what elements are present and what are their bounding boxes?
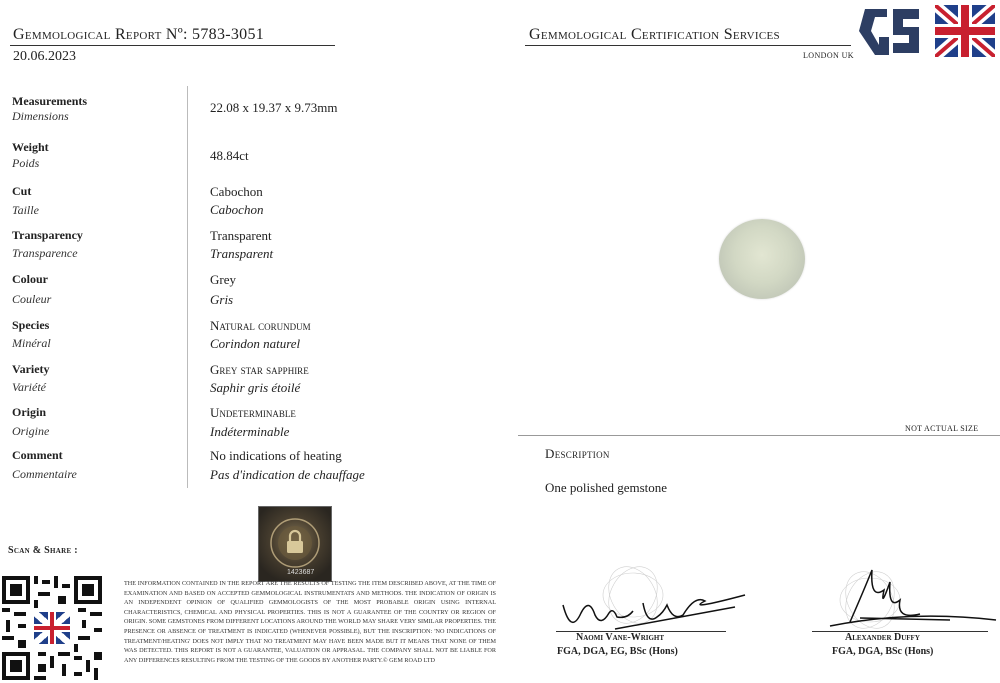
label-origin: Origin xyxy=(12,405,47,419)
header-rule xyxy=(10,45,335,46)
scan-share-label: Scan & Share : xyxy=(8,545,78,556)
label-comment: Comment xyxy=(12,448,63,462)
value-fr-comment: Pas d'indication de chauffage xyxy=(210,467,365,482)
gcs-logo-icon xyxy=(857,3,997,61)
report-title: Gemmological Report Nº: 5783-3051 xyxy=(13,26,265,43)
value-fr-colour: Gris xyxy=(210,292,234,307)
signatory-quals-2: FGA, DGA, BSc (Hons) xyxy=(832,646,934,657)
label-weight: Weight xyxy=(12,140,49,154)
signature-naomi-vane-wright xyxy=(555,555,755,640)
service-title: Gemmological Certification Services xyxy=(529,26,780,43)
signature-alexander-duffy xyxy=(800,560,998,640)
report-date: 20.06.2023 xyxy=(13,49,76,64)
label-measurements: Measurements xyxy=(12,94,88,108)
label-fr-weight: Poids xyxy=(12,156,40,170)
qr-code-icon[interactable] xyxy=(2,576,102,680)
value-measurements: 22.08 x 19.37 x 9.73mm xyxy=(210,100,338,115)
signatory-name-1: Naomi Vane-Wright xyxy=(576,632,665,643)
value-fr-variety: Saphir gris étoilé xyxy=(210,380,301,395)
value-origin: Undeterminable xyxy=(210,405,296,420)
label-fr-comment: Commentaire xyxy=(12,467,77,481)
label-fr-colour: Couleur xyxy=(12,292,52,306)
description-value: One polished gemstone xyxy=(545,480,668,495)
signatory-name-2: Alexander Duffy xyxy=(845,632,920,643)
seal-number: 1423687 xyxy=(287,569,315,576)
value-species: Natural corundum xyxy=(210,318,311,333)
description-title: Description xyxy=(545,446,610,461)
service-rule xyxy=(525,45,851,46)
value-transparency: Transparent xyxy=(210,228,272,243)
label-cut: Cut xyxy=(12,184,32,198)
not-actual-size-note: NOT ACTUAL SIZE xyxy=(905,424,979,433)
gemstone-image xyxy=(719,219,805,299)
description-rule xyxy=(518,435,1000,436)
value-fr-species: Corindon naturel xyxy=(210,336,301,351)
column-divider xyxy=(187,86,188,488)
label-fr-cut: Taille xyxy=(12,203,39,217)
label-fr-species: Minéral xyxy=(12,336,51,350)
value-weight: 48.84ct xyxy=(210,148,249,163)
service-location: LONDON UK xyxy=(803,51,854,60)
label-transparency: Transparency xyxy=(12,228,83,242)
label-fr-origin: Origine xyxy=(12,424,50,438)
label-colour: Colour xyxy=(12,272,48,286)
value-cut: Cabochon xyxy=(210,184,263,199)
label-variety: Variety xyxy=(12,362,50,376)
disclaimer-text: THE INFORMATION CONTAINED IN THE REPORT ARE THE RESULTS OF TESTING THE ITEM DESCRIBED ABOVE, AT THE TIME OF EXAMINATION AND BASED ON ACCEPTED GEMMOLOGICAL INSTRUMENTATS AND METHODS. THE INDICATION OF ORIGIN IS AN INDEPENDENT OPINION OF QUALIFIED GEMMOLOGISTS OF THE MOST PROBABLE ORIGIN USING INTERNAL CHARACTERISTICS, CHEMICAL AND PHYSICAL PROPERTIES. THIS IS NOT A GUARANTEE OF THE COUNTRY OR REGION OF ORIGIN. SOME GEMSTONES FROM DIFFERENT LOCATIONS AROUND THE WORLD MAY SHARE VERY SIMILAR PROPERTIES. THE PRESENCE OR ABSENCE OF TREATMENT IS INDICATED (WHENEVER POSSIBLE), BUT THE INSCRIPTION: 'NO INDICATIONS OF TREATMENT/HEATING' DOES NOT IMPLY THAT NO TREATMENT MAY HAVE BEEN MADE BUT IT MEANS THAT NONE OF THEM WAS DETECTED. THIS REPORT IS NOT A GUARANTEE, VALUATION OR APPRASAL. THE COMPANY SHALL NOT BE LIABLE FOR ANY DIFFERENCES RESULTING FROM THE TESTING OF THE GOODS BY ANOTHER PARTY.© GEM ROAD LTD xyxy=(124,580,496,664)
value-fr-cut: Cabochon xyxy=(210,202,264,217)
value-variety: Grey star sapphire xyxy=(210,362,309,377)
value-comment: No indications of heating xyxy=(210,448,342,463)
label-fr-transparency: Transparence xyxy=(12,246,78,260)
value-fr-transparency: Transparent xyxy=(210,246,274,261)
value-colour: Grey xyxy=(210,272,236,287)
label-fr-measurements: Dimensions xyxy=(12,109,69,123)
label-species: Species xyxy=(12,318,50,332)
label-fr-variety: Variété xyxy=(12,380,46,394)
value-fr-origin: Indéterminable xyxy=(210,424,290,439)
signatory-quals-1: FGA, DGA, EG, BSc (Hons) xyxy=(557,646,678,657)
